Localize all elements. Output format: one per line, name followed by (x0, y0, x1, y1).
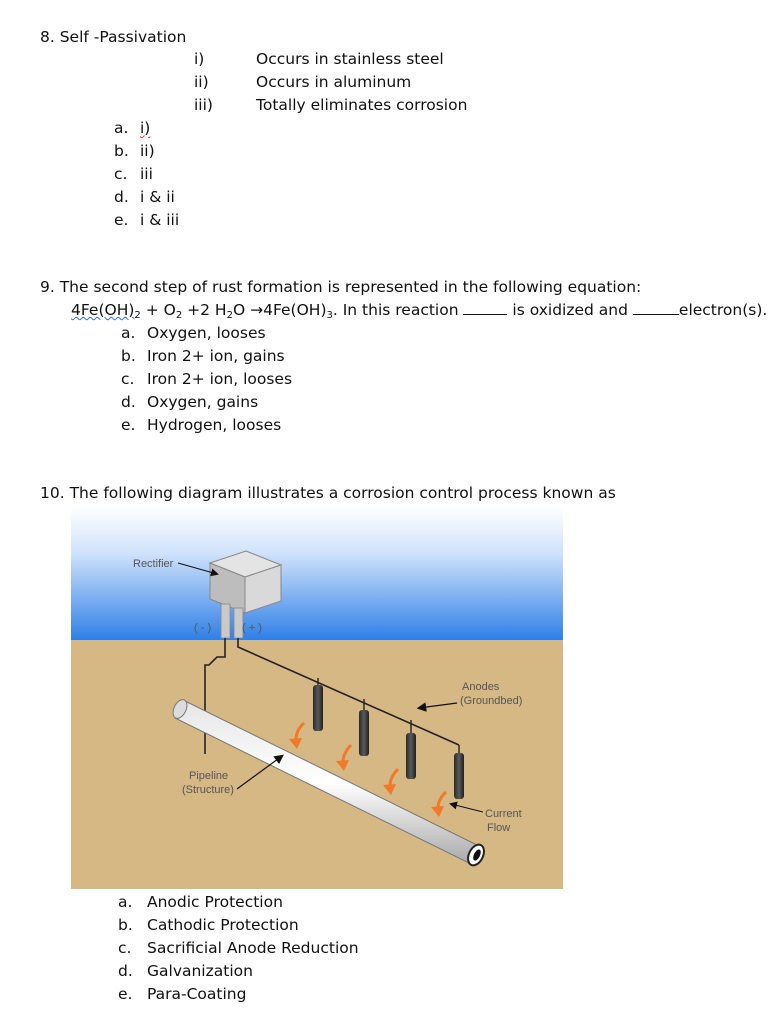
blank-2[interactable] (633, 300, 679, 315)
sky (71, 507, 563, 640)
q10-option-d[interactable]: d. Galvanization (118, 962, 253, 980)
q8-statement-text: Totally eliminates corrosion (256, 96, 468, 114)
anodes-sub-label: (Groundbed) (460, 695, 523, 707)
q8-statement-num: i) (194, 50, 205, 68)
q10-option-c[interactable]: c. Sacrificial Anode Reduction (118, 939, 359, 957)
negative-terminal-label: ( - ) (194, 622, 212, 634)
current-flow-sub-label: Flow (487, 822, 511, 834)
current-flow-label: Current (485, 808, 522, 820)
q9-option-e[interactable]: e. Hydrogen, looses (121, 416, 282, 434)
q9-equation: $4Fe(OH)_2 + O_2 +2$ $H_2O \to 4Fe(OH)_3$. In this reaction is oxidized and electron(s). (71, 301, 768, 321)
q8-option-e[interactable]: e. i & iii (114, 211, 180, 229)
q8-statement-text: Occurs in aluminum (256, 73, 412, 91)
q8-statement-num: ii) (194, 73, 209, 91)
rectifier-label: Rectifier (133, 558, 174, 570)
q9-option-c[interactable]: c. Iron 2+ ion, looses (121, 370, 293, 388)
soil (71, 640, 563, 889)
positive-terminal-label: ( + ) (242, 622, 262, 634)
q10-option-a[interactable]: a. Anodic Protection (118, 893, 283, 911)
q9-option-b[interactable]: b. Iron 2+ ion, gains (121, 347, 285, 365)
blank-1[interactable] (463, 300, 507, 315)
q8-option-d[interactable]: d. i & ii (114, 188, 175, 206)
cathodic-protection-diagram (71, 507, 563, 889)
pipeline-sub-label: (Structure) (182, 784, 234, 796)
q8-statement-text: Occurs in stainless steel (256, 50, 444, 68)
pipeline-label: Pipeline (189, 770, 229, 782)
q8-option-b[interactable]: b. ii) (114, 142, 155, 160)
q10-option-e[interactable]: e. Para-Coating (118, 985, 247, 1003)
q9-title: 9. The second step of rust formation is represented in the following equation: (40, 278, 642, 296)
q9-option-d[interactable]: d. Oxygen, gains (121, 393, 259, 411)
q8-option-c[interactable]: c. iii (114, 165, 153, 183)
q8-statement-num: iii) (194, 96, 213, 114)
q8-title: 8. Self -Passivation (40, 28, 187, 46)
q9-option-a[interactable]: a. Oxygen, looses (121, 324, 266, 342)
anodes-label: Anodes (462, 681, 500, 693)
q10-title: 10. The following diagram illustrates a corrosion control process known as (40, 484, 616, 502)
q10-option-b[interactable]: b. Cathodic Protection (118, 916, 299, 934)
q8-option-a[interactable]: a. i) (114, 119, 151, 137)
